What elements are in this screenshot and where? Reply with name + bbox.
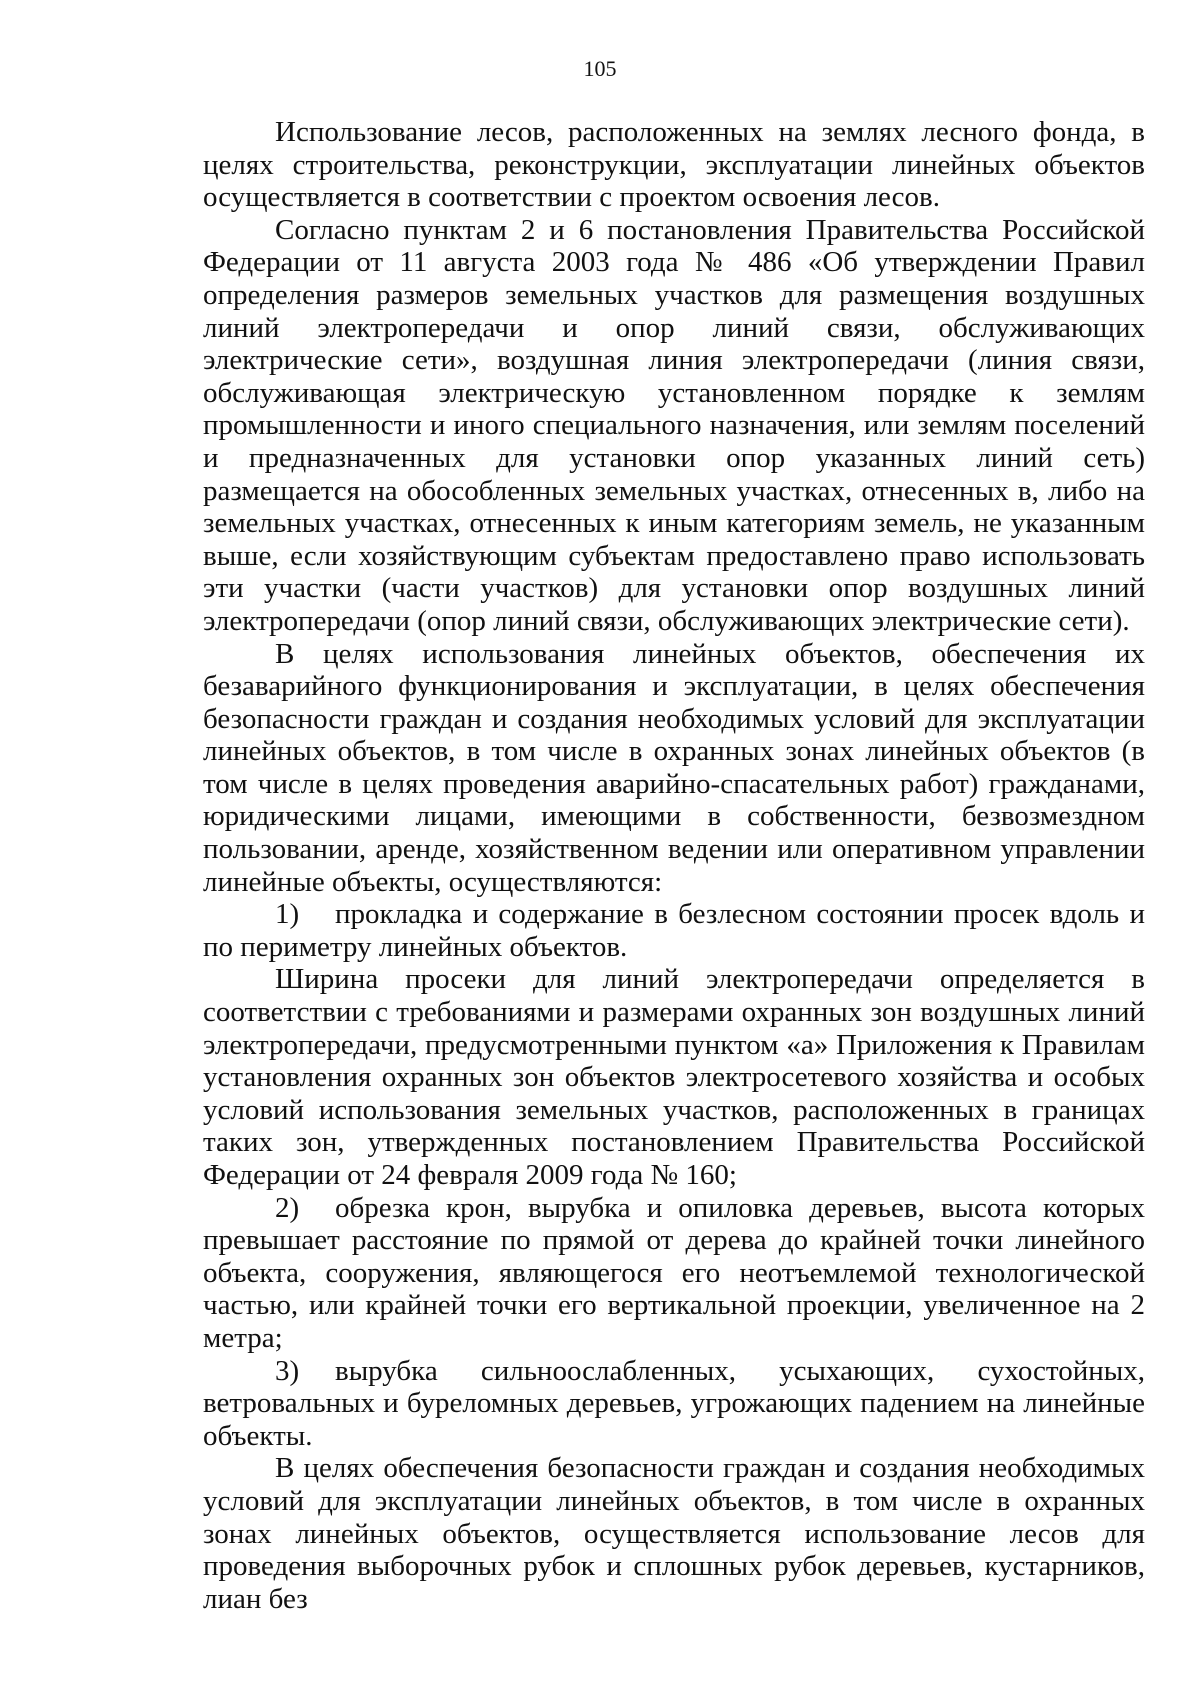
paragraph-safety: В целях обеспечения безопасности граждан и создания необходимых условий для эксплуатации линейных объектов, в том числе в охранных зонах линейных объектов, осуществляется использование лесов для проведения выборочных рубок и сплошных рубок деревьев, кустарников, лиан без <box>203 1452 1145 1615</box>
list-number: 3) <box>275 1354 300 1387</box>
list-item-3 <box>203 1355 1145 1453</box>
paragraph-government-decree: Согласно пунктам 2 и 6 постановления Правительства Российской Федерации от 11 августа 2003 года № 486 «Об утверждении Правил определения размеров земельных участков для размещения воздушных линий электропередачи и опор линий связи, обслуживающих электрические сети», воздушная линия электропередачи (линия связи, обслуживающая электрическую установленном порядке к землям промышленности и иного специального назначения, или землям поселений и предназначенных для установки опор указанных линий сеть) размещается на обособленных земельных участках, отнесенных в, либо на земельных участках, отнесенных к иным категориям земель, не указанным выше, если хозяйствующим субъектам предоставлено право использовать эти участки (части участков) для установки опор воздушных линий электропередачи (опор линий связи, обслуживающих электрические сети). <box>203 213 1145 637</box>
list-item-text: обрезка крон, вырубка и опиловка деревьев, высота которых превышает расстояние по прямой от дерева до крайней точки линейного объекта, сооружения, являющегося его неотъемлемой технологической частью, или крайней точки его вертикальной проекции, увеличенное на 2 метра; <box>203 1191 1145 1354</box>
list-item-2 <box>203 1192 1145 1355</box>
paragraph-forest-use: Использование лесов, расположенных на землях лесного фонда, в целях строительства, реконструкции, эксплуатации линейных объектов осуществляется в соответствии с проектом освоения лесов. <box>203 116 1145 214</box>
paragraph-clearing-width: Ширина просеки для линий электропередачи определяется в соответствии с требованиями и размерами охранных зон воздушных линий электропередачи, предусмотренными пунктом «а» Приложения к Правилам установления охранных зон объектов электросетевого хозяйства и особых условий использования земельных участков, расположенных в границах таких зон, утвержденных постановлением Правительства Российской Федерации от 24 февраля 2009 года № 160; <box>203 963 1145 1191</box>
page-number: 105 <box>583 56 617 81</box>
list-number: 2) <box>275 1191 300 1224</box>
list-item-text: вырубка сильноослабленных, усыхающих, сухостойных, ветровальных и буреломных деревьев, угрожающих падением на линейные объекты. <box>203 1354 1145 1452</box>
list-item-1 <box>203 898 1145 963</box>
document-body <box>203 116 1145 1615</box>
paragraph-linear-objects: В целях использования линейных объектов, обеспечения их безаварийного функционирования и эксплуатации, в целях обеспечения безопасности граждан и создания необходимых условий для эксплуатации линейных объектов, в том числе в охранных зонах линейных объектов (в том числе в целях проведения аварийно-спасательных работ) гражданами, юридическими лицами, имеющими в собственности, безвозмездном пользовании, аренде, хозяйственном ведении или оперативном управлении линейные объекты, осуществляются: <box>203 637 1145 898</box>
list-number: 1) <box>275 898 300 931</box>
list-item-text: прокладка и содержание в безлесном состоянии просек вдоль и по периметру линейных объектов. <box>203 898 1145 963</box>
